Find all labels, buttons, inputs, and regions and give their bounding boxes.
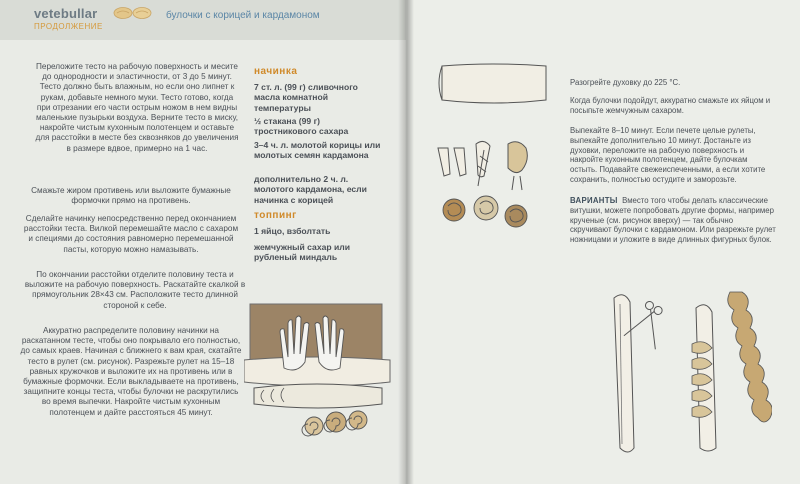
twisted-buns-illustration [424, 52, 560, 232]
long-bun-illustration [592, 284, 772, 456]
variants-block [570, 196, 776, 245]
filling-item-2: ½ стакана (99 г) тростникового сахара [254, 116, 349, 137]
topping-heading: топпинг [254, 210, 297, 221]
rolling-illustration [244, 298, 394, 448]
step-paragraph-1: Переложите тесто на рабочую поверхность и месите до однородности и эластичности, от 3 до 5 минут. Тесто должно быть влажным, но если оно липнет к рукам, добавьте немного муки. Тесто готово, когда при отрезании его части острым ножом в нем видны маленькие пузырьки воздуха. Верните тесто в миску, накройте чистым кухонным полотенцем и оставьте для расстойки в месте без сквозняков до увеличения в размере вдвое, примерно на 1 час. [35, 62, 239, 153]
variants-label: ВАРИАНТЫ [570, 196, 618, 205]
step-paragraph-4: По окончании расстойки отделите половину теста и выложите на рабочую поверхность. Раскатайте скалкой в прямоугольник 28×43 см. Расположите тесто длинной стороной к себе. [24, 270, 246, 310]
continued-label: ПРОДОЛЖЕНИЕ [34, 22, 103, 31]
step-paragraph-2: Смажьте жиром противень или выложите бумажные формочки прямо на противень. [31, 186, 231, 206]
topping-item-1: 1 яйцо, взболтать [254, 226, 331, 236]
right-paragraph-2: Когда булочки подойдут, аккуратно смажьте их яйцом и посыпьте жемчужным сахаром. [570, 96, 771, 115]
recipe-title: булочки с корицей и кардамоном [166, 10, 320, 21]
step-paragraph-3: Сделайте начинку непосредственно перед окончанием расстойки теста. Вилкой перемешайте масло с сахаром и специями до состояния равномерно перемешанной пасты, которую можно намазывать. [23, 214, 239, 254]
right-page [406, 0, 800, 484]
filling-heading: начинка [254, 66, 298, 77]
filling-item-3: 3–4 ч. л. молотой корицы или молотых семян кардамона [254, 140, 381, 161]
book-gutter [398, 0, 414, 484]
step-paragraph-5: Аккуратно распределите половину начинки на раскатанном тесте, чтобы оно покрывало его полностью, до самых краев. Начиная с ближнего к вам края, скатайте тесто в рулет (см. рисунок). Разрежьте рулет на 15–18 равных кружочков и выложите их на противень или в бумажные формочки. Если выкладываете на противень, защипните концы теста, чтобы булочки не раскрутились во время выпечки. Накройте чистым кухонным полотенцем и дайте расстояться 45 минут. [20, 326, 242, 417]
filling-item-4: дополнительно 2 ч. л. молотого кардамона, если начинка с корицей [254, 174, 367, 205]
brand-name: vetebullar [34, 6, 98, 21]
right-paragraph-1: Разогрейте духовку до 225 °C. [570, 78, 681, 87]
variants-text: Вместо того чтобы делать классические витушки, можете попробовать другие формы, например крученые (см. рисунок вверху) — так обычно скручивают булочки с кардамоном. Или разрежьте рулет ножницами и уложите в виде длинных фигурных булок. [570, 196, 776, 245]
right-paragraph-3: Выпекайте 8–10 минут. Если печете целые рулеты, выпекайте дополнительно 10 минут. Достаньте из духовки, переложите на рабочую поверхность и накройте кухонным полотенцем, дайте булочкам остыть. Подавайте свежеиспеченными, а если хотите сохранить, полностью остудите и заморозьте. [570, 126, 766, 184]
topping-item-2: жемчужный сахар или рубленый миндаль [254, 242, 351, 263]
filling-item-1: 7 ст. л. (99 г) сливочного масла комнатной температуры [254, 82, 358, 113]
buns-logo-icon [113, 5, 153, 19]
